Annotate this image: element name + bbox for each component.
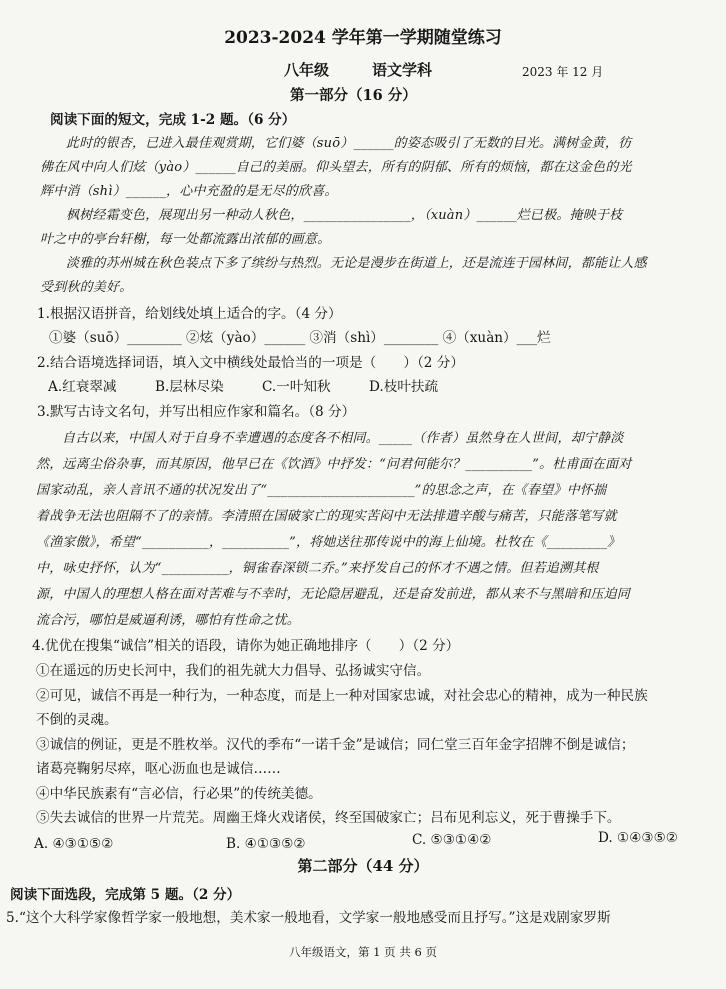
q4-item-3-cont: 诸葛亮鞠躬尽瘁，呕心沥血也是诚信…… bbox=[36, 761, 281, 777]
q4-option-c: C. ⑤③①④② bbox=[412, 832, 492, 848]
q2-stem: 2.结合语境选择词语，填入文中横线处最恰当的一项是（ ）（2 分） bbox=[37, 355, 464, 371]
q4-option-d: D. ①④③⑤② bbox=[598, 830, 678, 846]
exam-title: 2023-2024 学年第一学期随堂练习 bbox=[224, 28, 502, 48]
q4-item-2-cont: 不倒的灵魂。 bbox=[36, 712, 118, 728]
exam-date: 2023 年 12 月 bbox=[522, 65, 604, 79]
q3-line-4: 着战争无法也阻隔不了的亲情。李清照在国破家亡的现实苦闷中无法排遣辛酸与痛苦，只能落笔写就 bbox=[36, 509, 617, 524]
q2-option-a: A.红衰翠减 bbox=[48, 379, 117, 395]
q4-item-3: ③诚信的例证，更是不胜枚举。汉代的季布“一诺千金”是诚信；同仁堂三百年金字招牌不倒是诚信； bbox=[36, 737, 635, 753]
grade-label: 八年级 bbox=[284, 61, 330, 79]
q1-stem: 1.根据汉语拼音，给划线处填上适合的字。（4 分） bbox=[37, 306, 342, 322]
passage-line-5: 叶之中的亭台轩榭，每一处都流露出浓郁的画意。 bbox=[40, 232, 331, 247]
passage-line-1: 此时的银杏，已进入最佳观赏期，它们婆（suō）______的姿态吸引了无数的目光。满树金黄，彷 bbox=[66, 136, 632, 151]
part2-instruction: 阅读下面选段，完成第 5 题。（2 分） bbox=[10, 887, 241, 903]
q4-option-a: A. ④③①⑤② bbox=[34, 836, 114, 852]
subject-label: 语文学科 bbox=[372, 61, 433, 79]
q4-item-1: ①在遥远的历史长河中，我们的祖先就大力倡导、弘扬诚实守信。 bbox=[36, 663, 431, 679]
q3-line-2: 然，远离尘俗杂事，而其原因，他早已在《饮酒》中抒发：“问君何能尔？__________”。杜甫面在面对 bbox=[36, 457, 632, 472]
q4-item-5: ⑤失去诚信的世界一片荒芜。周幽王烽火戏诸侯，终至国破家亡；吕布见利忘义，死于曹操手下。 bbox=[36, 810, 621, 826]
q2-option-d: D.枝叶扶疏 bbox=[369, 379, 439, 395]
page-footer: 八年级语文，第 1 页 共 6 页 bbox=[289, 945, 437, 959]
q4-item-2: ②可见，诚信不再是一种行为，一种态度，而是上一种对国家忠诚，对社会忠心的精神，成为一种民族 bbox=[36, 688, 648, 704]
passage-line-4: 枫树经霜变色，展现出另一种动人秋色，________________，（xuàn）______烂已极。掩映于枝 bbox=[66, 208, 623, 223]
part1-heading: 第一部分（16 分） bbox=[290, 87, 417, 104]
q3-line-5: 《渔家傲》，希望“__________，__________”，将她送往那传说中的海上仙境。杜牧在《_________》 bbox=[36, 535, 621, 550]
q3-line-3: 国家动乱，亲人音讯不通的状况发出了“______________________”的思念之声，在《春望》中怀揣 bbox=[36, 483, 607, 498]
q4-stem: 4.优优在搜集“诚信”相关的语段，请你为她正确地排序（ ）（2 分） bbox=[32, 638, 460, 654]
passage-line-6: 淡雅的苏州城在秋色装点下多了缤纷与热烈。无论是漫步在街道上，还是流连于园林间，都能让人感 bbox=[66, 256, 647, 271]
passage-line-2: 佛在风中向人们炫（yào）______自己的美丽。仰头望去，所有的阴郁、所有的烦恼，都在这金色的光 bbox=[40, 160, 632, 175]
q3-line-7: 源，中国人的理想人格在面对苦难与不幸时，无论隐居避乱，还是奋发前进，都从来不与黑暗和压迫同 bbox=[36, 587, 631, 602]
passage-line-7: 受到秋的美好。 bbox=[40, 280, 133, 295]
part2-heading: 第二部分（44 分） bbox=[297, 857, 429, 875]
q4-option-b: B. ④①③⑤② bbox=[226, 836, 306, 852]
part1-instruction: 阅读下面的短文，完成 1-2 题。（6 分） bbox=[50, 112, 296, 128]
passage-line-3: 辉中消（shì）______，心中充盈的是无尽的欣喜。 bbox=[40, 184, 338, 199]
q3-line-6: 中，咏史抒怀，认为“__________，铜雀春深锁二乔。”来抒发自己的怀才不遇之情。但若追溯其根 bbox=[36, 561, 599, 576]
q1-items: ①婆（suō）________ ②炫（yào）______ ③消（shì）________ ④（xuàn）___烂 bbox=[49, 330, 551, 346]
q2-option-c: C.一叶知秋 bbox=[262, 379, 331, 395]
q3-line-8: 流合污，哪怕是威逼利诱，哪怕有性命之忧。 bbox=[36, 613, 301, 628]
q3-line-1: 自古以来，中国人对于自身不幸遭遇的态度各不相同。_____（作者）虽然身在人世间，却宁静淡 bbox=[62, 431, 624, 446]
q5-stem: 5.“这个大科学家像哲学家一般地想，美术家一般地看，文学家一般地感受而且抒写。”这是戏剧家罗斯 bbox=[6, 910, 611, 926]
q4-item-4: ④中华民族素有“言必信，行必果”的传统美德。 bbox=[36, 786, 322, 802]
q2-option-b: B.层林尽染 bbox=[155, 379, 224, 395]
q3-stem: 3.默写古诗文名句，并写出相应作家和篇名。（8 分） bbox=[37, 404, 356, 420]
